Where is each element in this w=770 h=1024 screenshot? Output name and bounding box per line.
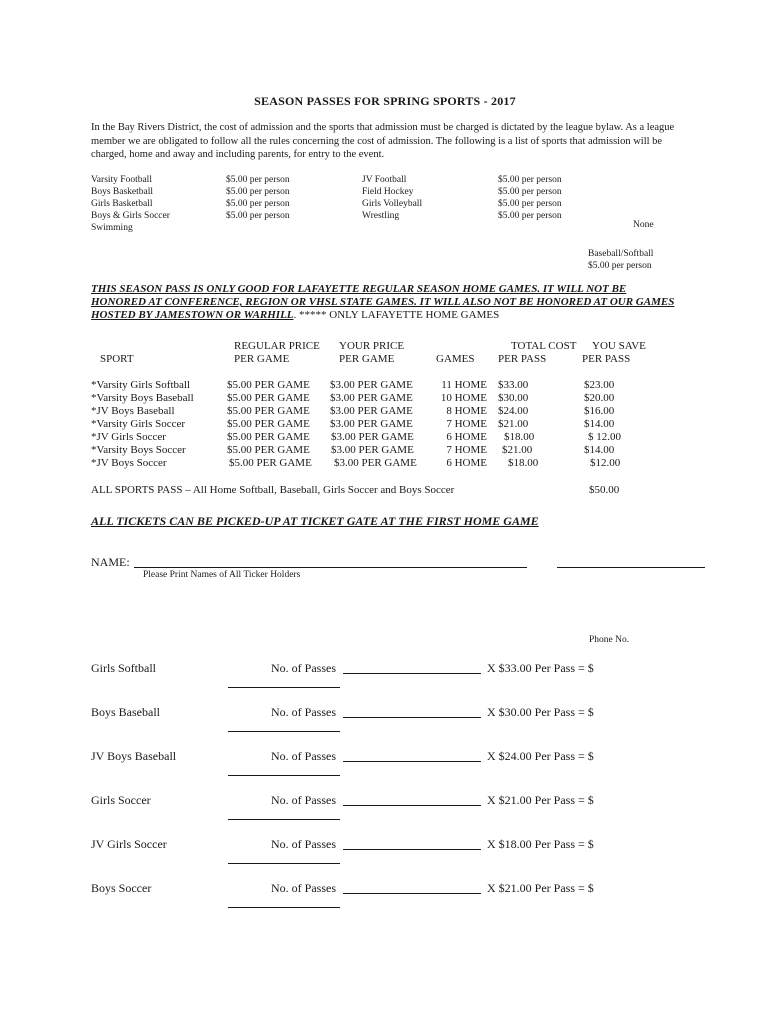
table-cell-total: $33.00	[498, 379, 529, 391]
order-calc: X $30.00 Per Pass = $	[487, 705, 594, 719]
table-cell-save: $16.00	[584, 405, 615, 417]
admission-right-sports	[362, 174, 422, 222]
admission-sport: Boys Basketball	[91, 187, 154, 197]
total-input[interactable]	[228, 687, 340, 688]
passes-input[interactable]	[343, 717, 481, 718]
table-cell-save: $23.00	[584, 379, 615, 391]
passes-label: No. of Passes	[271, 749, 336, 763]
name-hint: Please Print Names of All Ticker Holders	[143, 570, 301, 580]
table-cell-games: 6 HOME	[446, 457, 487, 469]
baseball-softball-price: $5.00 per person	[588, 261, 652, 271]
admission-price: $5.00 per person	[226, 199, 290, 209]
table-cell-your: $3.00 PER GAME	[330, 418, 413, 430]
header-total-2: PER PASS	[498, 353, 547, 365]
table-col-total	[498, 379, 538, 470]
table-col-sport	[91, 379, 194, 470]
admission-sport: Swimming	[91, 223, 133, 233]
table-cell-games: 7 HOME	[446, 418, 487, 430]
header-games: GAMES	[436, 353, 475, 365]
admission-price: $5.00 per person	[498, 187, 562, 197]
pickup-notice: ALL TICKETS CAN BE PICKED-UP AT TICKET GATE AT THE FIRST HOME GAME	[91, 514, 539, 528]
admission-price: $5.00 per person	[226, 187, 290, 197]
table-cell-save: $ 12.00	[588, 431, 621, 443]
table-col-save	[584, 379, 621, 470]
admission-sport: Boys & Girls Soccer	[91, 211, 170, 221]
admission-left-prices	[226, 174, 290, 222]
table-cell-regular: $5.00 PER GAME	[227, 418, 310, 430]
admission-left-sports	[91, 174, 170, 234]
season-pass-notice	[91, 283, 681, 322]
order-sport: Girls Soccer	[91, 793, 151, 807]
table-cell-sport: *Varsity Boys Soccer	[91, 444, 186, 456]
order-calc: X $21.00 Per Pass = $	[487, 881, 594, 895]
order-sport: JV Girls Soccer	[91, 837, 167, 851]
swimming-none: None	[633, 220, 654, 230]
table-cell-total: $24.00	[498, 405, 529, 417]
table-cell-save: $14.00	[584, 444, 615, 456]
table-col-your	[330, 379, 417, 470]
table-cell-save: $20.00	[584, 392, 615, 404]
table-cell-your: $3.00 PER GAME	[330, 392, 413, 404]
table-cell-sport: *Varsity Girls Soccer	[91, 418, 186, 430]
notice-bold: THIS SEASON PASS IS ONLY GOOD FOR LAFAYETTE REGULAR SEASON HOME GAMES. IT WILL NOT BE HONORED AT CONFERENCE, REGION OR VHSL STATE GAMES. IT WILL ALSO NOT BE HONORED AT OUR GAMES HOSTED BY JAMESTOWN OR WARHILL	[91, 283, 675, 321]
passes-label: No. of Passes	[271, 837, 336, 851]
table-col-games	[436, 379, 487, 470]
table-cell-games: 10 HOME	[440, 392, 487, 404]
notice-tail: . ***** ONLY LAFAYETTE HOME GAMES	[293, 309, 500, 321]
order-calc: X $33.00 Per Pass = $	[487, 661, 594, 675]
header-save-1: YOU SAVE	[592, 340, 646, 352]
table-cell-save: $14.00	[584, 418, 615, 430]
passes-label: No. of Passes	[271, 793, 336, 807]
table-cell-sport: *Varsity Boys Baseball	[91, 392, 194, 404]
table-cell-games: 6 HOME	[446, 431, 487, 443]
total-input[interactable]	[228, 775, 340, 776]
name-label: NAME:	[91, 555, 130, 569]
table-cell-your: $3.00 PER GAME	[334, 457, 417, 469]
table-cell-regular: $5.00 PER GAME	[227, 379, 310, 391]
table-cell-total: $21.00	[498, 418, 529, 430]
header-regular-2: PER GAME	[234, 353, 290, 365]
passes-label: No. of Passes	[271, 661, 336, 675]
admission-price: $5.00 per person	[226, 211, 290, 221]
admission-right-prices	[498, 174, 562, 222]
table-cell-your: $3.00 PER GAME	[331, 431, 414, 443]
table-cell-your: $3.00 PER GAME	[330, 379, 413, 391]
table-cell-total: $18.00	[508, 457, 539, 469]
admission-price: $5.00 per person	[498, 211, 562, 221]
header-regular-1: REGULAR PRICE	[234, 340, 320, 352]
admission-price: $5.00 per person	[226, 175, 290, 185]
table-cell-regular: $5.00 PER GAME	[227, 405, 310, 417]
admission-price: $5.00 per person	[498, 175, 562, 185]
passes-label: No. of Passes	[271, 881, 336, 895]
order-sport: Boys Soccer	[91, 881, 152, 895]
table-cell-regular: $5.00 PER GAME	[229, 457, 312, 469]
admission-sport: JV Football	[362, 175, 407, 185]
admission-sport: Wrestling	[362, 211, 400, 221]
baseball-softball-label: Baseball/Softball	[588, 249, 654, 259]
admission-sport: Girls Volleyball	[362, 199, 423, 209]
page-title: SEASON PASSES FOR SPRING SPORTS - 2017	[254, 94, 516, 108]
table-col-regular	[227, 379, 312, 470]
table-cell-games: 8 HOME	[446, 405, 487, 417]
passes-input[interactable]	[343, 673, 481, 674]
total-input[interactable]	[228, 863, 340, 864]
header-total-1: TOTAL COST	[511, 340, 577, 352]
passes-input[interactable]	[343, 761, 481, 762]
all-sports-pass-label: ALL SPORTS PASS – All Home Softball, Baseball, Girls Soccer and Boys Soccer	[91, 484, 455, 496]
passes-input[interactable]	[343, 849, 481, 850]
total-input[interactable]	[228, 731, 340, 732]
table-cell-total: $18.00	[504, 431, 535, 443]
admission-price: $5.00 per person	[498, 199, 562, 209]
all-sports-pass-price: $50.00	[589, 484, 620, 496]
table-cell-sport: *JV Boys Baseball	[91, 405, 175, 417]
table-cell-sport: *Varsity Girls Softball	[91, 379, 190, 391]
order-sport: JV Boys Baseball	[91, 749, 177, 763]
order-sport: Boys Baseball	[91, 705, 160, 719]
order-calc: X $24.00 Per Pass = $	[487, 749, 594, 763]
table-cell-regular: $5.00 PER GAME	[227, 431, 310, 443]
passes-input[interactable]	[343, 893, 481, 894]
total-input[interactable]	[228, 907, 340, 908]
table-cell-total: $30.00	[498, 392, 529, 404]
table-cell-games: 11 HOME	[441, 379, 487, 391]
admission-sport: Girls Basketball	[91, 199, 153, 209]
header-your-1: YOUR PRICE	[339, 340, 405, 352]
table-cell-regular: $5.00 PER GAME	[227, 392, 310, 404]
admission-sport: Varsity Football	[91, 175, 152, 185]
header-save-2: PER PASS	[582, 353, 631, 365]
name-field[interactable]	[134, 567, 527, 568]
admission-sport: Field Hockey	[362, 187, 414, 197]
table-cell-sport: *JV Boys Soccer	[91, 457, 167, 469]
table-cell-regular: $5.00 PER GAME	[227, 444, 310, 456]
passes-label: No. of Passes	[271, 705, 336, 719]
table-cell-your: $3.00 PER GAME	[331, 444, 414, 456]
header-sport: SPORT	[100, 353, 134, 365]
intro-paragraph: In the Bay Rivers District, the cost of admission and the sports that admission must be charged is dictated by the league bylaw. As a league member we are obligated to follow all the rules concerning the cost of admission. The following is a list of sports that admission will be charged, home and away and including parents, for entry to the event.	[91, 122, 675, 160]
table-cell-total: $21.00	[502, 444, 533, 456]
table-cell-games: 7 HOME	[446, 444, 487, 456]
phone-label: Phone No.	[589, 635, 630, 645]
table-cell-your: $3.00 PER GAME	[330, 405, 413, 417]
table-cell-sport: *JV Girls Soccer	[91, 431, 166, 443]
order-sport: Girls Softball	[91, 661, 156, 675]
order-calc: X $21.00 Per Pass = $	[487, 793, 594, 807]
total-input[interactable]	[228, 819, 340, 820]
header-your-2: PER GAME	[339, 353, 395, 365]
passes-input[interactable]	[343, 805, 481, 806]
order-calc: X $18.00 Per Pass = $	[487, 837, 594, 851]
phone-field[interactable]	[557, 567, 705, 568]
table-cell-save: $12.00	[590, 457, 621, 469]
